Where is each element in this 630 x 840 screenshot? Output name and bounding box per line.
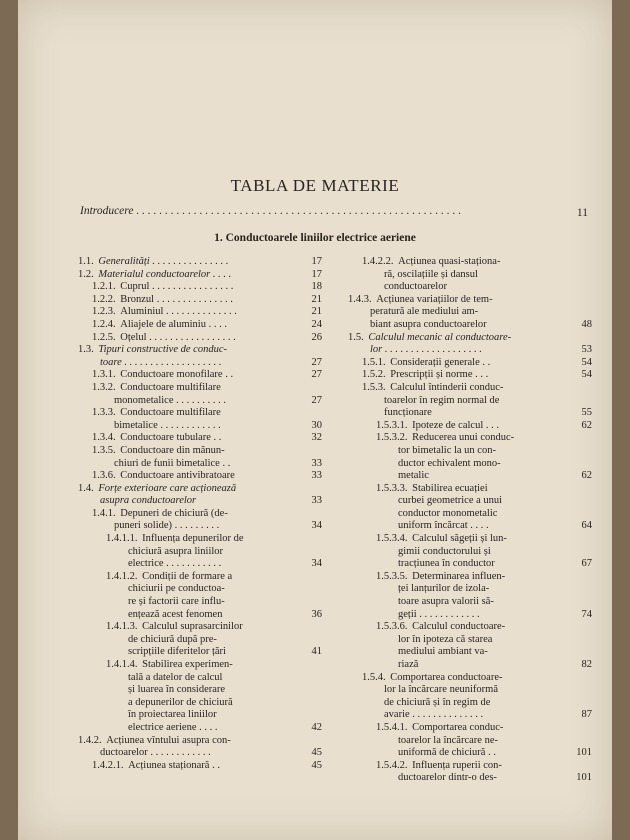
intro-leader: . . . . . . . . . . . . . . . . . . . . . . . . . . . . . . . . . . . . . . . . . . . . . . . . . . . . . . . . .	[133, 205, 462, 217]
toc-entry-text: 1.4. Forțe exterioare care acționează	[78, 482, 237, 494]
toc-entry	[92, 281, 322, 294]
toc-entry-number: 1.2.	[78, 268, 97, 280]
toc-entry-text: 1.2.2. Bronzul . . . . . . . . . . . . . . .	[92, 293, 233, 305]
toc-entry-page: 101	[576, 747, 592, 759]
toc-entry-number: 1.3.6.	[92, 470, 119, 482]
toc-entry	[106, 533, 322, 571]
toc-entry-text: mediului ambiant va-	[398, 646, 488, 658]
toc-entry-text: și luarea în considerare	[128, 684, 226, 696]
toc-entry-text: 1.4.2. Acțiunea vîntului asupra con-	[78, 734, 231, 746]
toc-entry-text: lor la încărcare neuniformă	[384, 684, 498, 696]
toc-entry-text: 1.5. Calculul mecanic al conductoare-	[348, 331, 512, 343]
toc-entry	[376, 533, 592, 571]
toc-entry-number: 1.4.2.2.	[362, 256, 397, 267]
toc-entry-page: 26	[311, 331, 322, 343]
toc-entry-page: 36	[311, 608, 322, 620]
toc-entry	[376, 570, 592, 621]
toc-entry-number: 1.1.	[78, 256, 97, 267]
toc-entry-text: scripțiile diferitelor țări	[128, 646, 226, 658]
toc-entry	[92, 331, 322, 345]
toc-entry-text: biant asupra conductoarelor	[370, 318, 487, 330]
toc-entry-text: 1.5.3.4. Calculul săgeții și lun-	[376, 533, 507, 545]
toc-entry-number: 1.4.1.2.	[106, 570, 141, 582]
toc-entry-page: 33	[311, 495, 322, 507]
toc-entry-text: gimii conductorului și	[398, 545, 491, 557]
toc-entry-number: 1.2.2.	[92, 293, 119, 305]
toc-entry	[362, 356, 592, 370]
toc-entry	[92, 369, 322, 382]
toc-entry-text: geții . . . . . . . . . . . .	[398, 608, 480, 620]
toc-entry-text: a depunerilor de chiciură	[128, 696, 233, 708]
toc-entry	[78, 268, 322, 282]
toc-entry-number: 1.4.	[78, 482, 97, 494]
intro-label: Introducere	[80, 205, 134, 217]
toc-entry	[92, 407, 322, 432]
intro-entry	[80, 205, 588, 217]
toc-entry-number: 1.5.	[348, 331, 367, 343]
toc-entry-page: 41	[311, 646, 322, 658]
toc-entry-number: 1.2.4.	[92, 318, 119, 330]
toc-entry-text: 1.5.1. Considerații generale . .	[362, 356, 491, 368]
toc-entry-page: 64	[581, 520, 592, 532]
toc-entry-page: 27	[311, 356, 322, 368]
toc-entry-text: 1.5.3. Calculul întinderii conduc-	[362, 381, 504, 393]
toc-entry-text: 1.5.4. Comportarea conductoare-	[362, 671, 503, 683]
toc-entry-text: 1.4.1.3. Calculul suprasarcinilor	[106, 621, 243, 633]
toc-entry-number: 1.4.2.1.	[92, 759, 127, 771]
toc-entry-text: avarie . . . . . . . . . . . . . .	[384, 709, 484, 721]
toc-entry-number: 1.3.2.	[92, 381, 119, 393]
toc-entry-number: 1.3.5.	[92, 444, 119, 456]
toc-entry-text: toare asupra valorii să-	[398, 596, 494, 608]
toc-entry-text: 1.3.4. Conductoare tubulare . .	[92, 432, 222, 444]
toc-entry-text: toarelor la încărcare ne-	[398, 734, 498, 746]
toc-entry	[362, 369, 592, 382]
toc-entry-number: 1.3.4.	[92, 432, 119, 444]
toc-entry	[362, 256, 576, 294]
toc-entry-text: 1.3.6. Conductoare antivibratoare	[92, 470, 235, 482]
toc-entry-text: 1.5.4.2. Influența ruperii con-	[376, 759, 502, 771]
toc-entry	[92, 507, 322, 533]
toc-entry	[376, 432, 592, 482]
toc-entry-text: tor bimetalic la un con-	[398, 444, 496, 456]
toc-entry	[376, 621, 592, 671]
toc-entry-number: 1.5.3.6.	[376, 621, 411, 633]
toc-entry-page: 101	[576, 772, 592, 784]
toc-entry-page: 45	[311, 747, 322, 759]
toc-entry-text: 1.4.2.1. Acțiunea staționară . .	[92, 759, 220, 771]
toc-entry-text: toare . . . . . . . . . . . . . . . . . . .	[100, 356, 222, 368]
toc-entry-text: 1.4.1.2. Condiții de formare a	[106, 570, 233, 582]
toc-entry-page: 32	[311, 432, 322, 444]
toc-entry-text: 1.4.2.2. Acțiunea quasi-staționa-	[362, 256, 501, 267]
toc-entry-page: 53	[581, 344, 592, 356]
toc-entry-text: 1.2.3. Aluminiul . . . . . . . . . . . . . .	[92, 306, 237, 318]
toc-entry	[106, 621, 322, 659]
toc-entry-number: 1.2.5.	[92, 331, 119, 343]
toc-entry-text: chiuri de funii bimetalice . .	[114, 457, 231, 469]
chapter-title: 1. Conductoarele liniilor electrice aeriene	[214, 232, 416, 244]
toc-entry-number: 1.5.1.	[362, 356, 389, 368]
toc-entry-text: chiciură asupra liniilor	[128, 545, 224, 557]
toc-entry-text: ră, oscilațiile și dansul	[384, 268, 478, 280]
toc-entry	[78, 734, 322, 760]
toc-entry-number: 1.3.1.	[92, 369, 119, 381]
toc-entry-text: în proiectarea liniilor	[128, 709, 217, 721]
toc-entry-page: 33	[311, 457, 322, 469]
toc-entry-text: conductor monometalic	[398, 507, 498, 519]
toc-entry	[92, 293, 322, 307]
toc-entry-text: 1.5.3.5. Determinarea influen-	[376, 570, 506, 582]
toc-entry-text: funcționare	[384, 407, 432, 419]
toc-entry	[92, 470, 322, 483]
toc-entry-text: uniformă de chiciură . .	[398, 747, 496, 759]
toc-entry-text: ențează acest fenomen	[128, 608, 223, 620]
toc-entry-text: 1.5.3.1. Ipoteze de calcul . . .	[376, 419, 499, 431]
toc-entry	[92, 381, 322, 407]
toc-entry-text: re și factorii care influ-	[128, 596, 225, 608]
toc-entry	[106, 570, 322, 621]
toc-entry-text: ductoarelor dintr-o des-	[398, 772, 497, 784]
toc-entry-text: 1.3.2. Conductoare multifilare	[92, 381, 221, 393]
toc-entry-text: metalic	[398, 470, 429, 482]
toc-entry-page: 74	[581, 608, 592, 620]
toc-entry	[92, 759, 322, 773]
toc-entry-text: uniform încărcat . . . .	[398, 520, 489, 532]
toc-entry-number: 1.4.1.3.	[106, 621, 141, 633]
toc-entry-number: 1.2.1.	[92, 281, 119, 293]
toc-entry	[362, 671, 592, 722]
toc-entry-text: chiciurii pe conductoa-	[128, 583, 225, 595]
toc-entry-number: 1.5.3.4.	[376, 533, 411, 545]
toc-column-left	[78, 256, 322, 772]
toc-entry-text: conductoarelor	[384, 281, 447, 293]
intro-page: 11	[576, 207, 588, 217]
toc-entry-text: 1.5.2. Prescripții și norme . . .	[362, 369, 489, 381]
toc-entry-number: 1.5.3.1.	[376, 419, 411, 431]
toc-entry-text: tracțiunea în conductor	[398, 558, 495, 570]
toc-entry-page: 45	[311, 759, 322, 771]
toc-entry	[78, 344, 322, 369]
toc-entry-number: 1.5.2.	[362, 369, 389, 381]
toc-entry-text: 1.2.1. Cuprul . . . . . . . . . . . . . . . .	[92, 281, 234, 293]
toc-entry-page: 54	[581, 356, 592, 368]
toc-entry-page: 67	[581, 558, 592, 570]
toc-entry-text: curbei geometrice a unui	[398, 495, 503, 507]
toc-entry	[376, 721, 592, 760]
toc-entry	[376, 419, 592, 433]
toc-entry-text: monometalice . . . . . . . . . .	[114, 394, 226, 406]
toc-entry-text: puneri solide) . . . . . . . . .	[114, 520, 220, 532]
toc-entry-page: 21	[311, 306, 322, 318]
toc-entry-page: 54	[581, 369, 592, 381]
toc-entry-text: 1.3.5. Conductoare din mănun-	[92, 444, 225, 456]
toc-column-right	[348, 256, 592, 785]
toc-entry-number: 1.2.3.	[92, 306, 119, 318]
toc-entry-number: 1.5.4.2.	[376, 759, 411, 771]
toc-entry-text: 1.3.3. Conductoare multifilare	[92, 407, 221, 419]
toc-entry-page: 82	[581, 659, 592, 670]
toc-entry-number: 1.4.3.	[348, 293, 375, 305]
toc-entry-text: asupra conductoarelor	[100, 495, 197, 507]
toc-entry	[92, 318, 322, 332]
toc-entry-text: 1.2.4. Aliajele de aluminiu . . . .	[92, 318, 227, 330]
toc-entry-text: 1.5.3.3. Stabilirea ecuației	[376, 482, 488, 494]
toc-entry-page: 30	[311, 419, 322, 431]
toc-entry-text: ductoarelor . . . . . . . . . . . .	[100, 747, 211, 759]
toc-entry-number: 1.5.3.	[362, 381, 389, 393]
toc-entry-text: 1.5.3.2. Reducerea unui conduc-	[376, 432, 515, 444]
toc-entry-text: 1.4.1.1. Influența depunerilor de	[106, 533, 244, 545]
toc-entry	[106, 659, 322, 735]
toc-entry	[92, 432, 322, 445]
page-paper	[18, 0, 612, 840]
toc-entry-text: ței lanțurilor de izola-	[398, 583, 490, 595]
toc-entry	[348, 293, 592, 332]
page-title: TABLA DE MATERIE	[230, 176, 400, 195]
toc-entry-text: de chiciură și în regim de	[384, 696, 491, 708]
toc-entry-number: 1.4.1.	[92, 507, 119, 519]
toc-entry	[78, 256, 322, 269]
toc-entry-text: lor . . . . . . . . . . . . . . . . . . .	[370, 344, 483, 356]
toc-entry	[348, 331, 592, 357]
toc-entry-page: 87	[581, 709, 592, 721]
toc-entry-number: 1.3.3.	[92, 407, 119, 419]
toc-entry	[92, 306, 322, 319]
toc-entry-number: 1.5.4.1.	[376, 721, 411, 733]
toc-entry-text: 1.4.1.4. Stabilirea experimen-	[106, 659, 233, 670]
toc-entry	[362, 381, 592, 420]
toc-entry-page: 62	[581, 470, 592, 482]
toc-entry-page: 34	[311, 558, 322, 570]
toc-entry	[376, 759, 592, 785]
toc-entry-number: 1.4.2.	[78, 734, 105, 746]
toc-entry-text: 1.5.4.1. Comportarea conduc-	[376, 721, 504, 733]
toc-entry	[78, 482, 322, 508]
toc-entry-text: 1.4.3. Acțiunea variațiilor de tem-	[348, 293, 493, 305]
toc-entry-text: 1.1. Generalități . . . . . . . . . . . . . . .	[78, 256, 229, 267]
toc-entry-text: electrice . . . . . . . . . . .	[128, 558, 222, 570]
toc-entry-page: 24	[311, 318, 322, 330]
toc-entry-page: 33	[311, 470, 322, 482]
toc-entry-page: 62	[581, 419, 592, 431]
toc-entry-page: 17	[311, 256, 322, 267]
toc-entry-page: 21	[311, 293, 322, 305]
toc-entry-text: 1.3.1. Conductoare monofilare . .	[92, 369, 234, 381]
toc-entry-text: 1.4.1. Depuneri de chiciură (de-	[92, 507, 228, 519]
toc-entry-text: 1.2. Materialul conductoarelor . . . .	[78, 268, 232, 280]
toc-entry-page: 17	[311, 268, 322, 280]
toc-entry-text: tală a datelor de calcul	[128, 671, 223, 683]
toc-entry	[92, 444, 322, 470]
toc-entry-page: 27	[311, 369, 322, 381]
toc-entry-text: peratură ale mediului am-	[370, 306, 479, 318]
toc-entry-number: 1.3.	[78, 344, 97, 356]
toc-entry-page: 34	[311, 520, 322, 532]
toc-entry-number: 1.5.3.3.	[376, 482, 411, 494]
toc-entry-text: 1.3. Tipuri constructive de conduc-	[78, 344, 227, 356]
toc-entry-text: 1.5.3.6. Calculul conductoare-	[376, 621, 506, 633]
toc-entry-page: 18	[311, 281, 322, 293]
toc-entry-page: 48	[581, 318, 592, 330]
toc-entry-number: 1.5.4.	[362, 671, 389, 683]
toc-entry-number: 1.4.1.1.	[106, 533, 141, 545]
toc-entry-text: ductor echivalent mono-	[398, 457, 501, 469]
toc-entry-page: 42	[311, 721, 322, 733]
toc-entry-text: riază	[398, 659, 419, 670]
toc-entry-text: de chiciură după pre-	[128, 633, 217, 645]
toc-entry-page: 27	[311, 394, 322, 406]
toc-entry-text: bimetalice . . . . . . . . . . . .	[114, 419, 221, 431]
toc-entry-page: 55	[581, 407, 592, 419]
toc-entry-text: 1.2.5. Oțelul . . . . . . . . . . . . . . . . .	[92, 331, 236, 343]
toc-entry-text: electrice aeriene . . . .	[128, 721, 218, 733]
toc-entry-number: 1.4.1.4.	[106, 659, 141, 670]
toc-entry-text: toarelor în regim normal de	[384, 394, 500, 406]
toc-entry	[376, 482, 592, 533]
toc-entry-text: lor în ipoteza că starea	[398, 633, 493, 645]
toc-entry-number: 1.5.3.2.	[376, 432, 411, 444]
toc-entry-number: 1.5.3.5.	[376, 570, 411, 582]
